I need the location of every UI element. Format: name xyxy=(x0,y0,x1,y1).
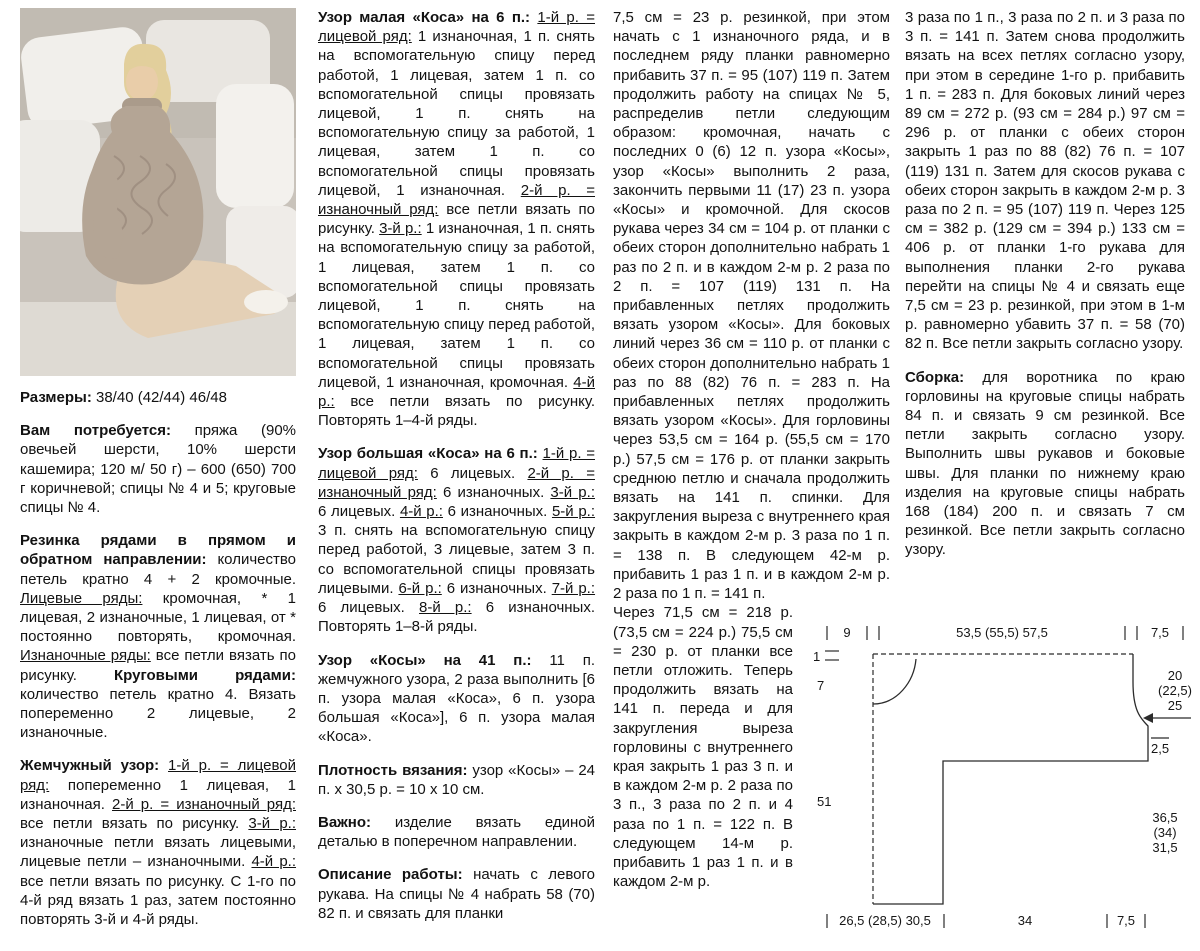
dim-side-1: 36,5 xyxy=(1152,810,1178,825)
column-4 xyxy=(905,8,1185,574)
dim-top-width: 53,5 (55,5) 57,5 xyxy=(956,625,1048,640)
schematic-diagram xyxy=(803,614,1197,948)
assembly-paragraph: Сборка: для воротника по краю горловины на круговые спицы набрать 84 п. и связать 9 см резинкой. Все петли закрыть согласно узору. Выполнить швы рукавов и боковые швы. Для планки по нижнему краю изделия на круговые спицы набрать 168 (184) 200 п. и связать 7 см резинкой. Все петли закрыть согласно узору. xyxy=(905,368,1185,559)
dim-cuff-2: (22,5) xyxy=(1158,683,1192,698)
sizes-paragraph: Размеры: 38/40 (42/44) 46/48 xyxy=(20,389,227,406)
instructions-paragraph-wide: 7,5 см = 23 р. резинкой, при этом начать с 1 изнаночного ряда, и в последнем ряду планки равномерно прибавить 37 п. = 95 (107) 119 п. Затем продолжить работу на спицах № 5, распределив петли следующим образом: кромочная, начать с последних 0 (6) 12 п. узора «Косы», узор «Косы» выполнить 2 раза, закончить первыми 11 (17) 23 п. узора «Косы» и кромочной. Для скосов рукава через 34 см = 104 р. от планки с обеих сторон дополнительно набрать 1 раз по 2 п. и в каждом 2-м р. 2 раза по 2 п. = 107 (119) 131 п. На прибавленных петлях продолжить вязать узором «Косы». Для боковых линий через 36 см = 110 р. от планки с обеих сторон дополнительно набрать 1 раз по 88 (82) 76 п. = 283 п. На прибавленных петлях продолжить вязать узором «Косы». Для горловины через 53,5 см = 164 р. (55,5 см = 170 р.) 57,5 см = 176 р. от планки закрыть среднюю петлю и сначала продолжить вязать на 141 п. спинки. Для закругления выреза с внутреннего края закрыть в каждом 2-м р. 3 раза по 1 п. = 138 п. В следующем 42-м р. прибавить 1 раз 1 п. и в каждом 2-м р. 2 раза по 1 п. = 141 п. xyxy=(613,9,890,603)
model-photo xyxy=(20,8,296,376)
pillow xyxy=(216,84,294,208)
rib-pattern-paragraph: Резинка рядами в прямом и обратном направлении: количество петель кратно 4 + 2 кромочные. Лицевые ряды: кромочная, * 1 лицевая, 2 изнаночные, 1 лицевая, от * постоянно повторять, кромочная. Изнаночные ряды: все петли вязать по рисунку. Круговыми рядами: количество петель кратно 4. Вязать попеременно 2 лицевые, 2 изнаночные. xyxy=(20,532,296,742)
dim-top-collar: 9 xyxy=(843,625,851,640)
dim-neck-front: 7 xyxy=(817,678,825,693)
important-paragraph: Важно: изделие вязать единой деталью в поперечном направлении. xyxy=(318,813,595,851)
seed-stitch-paragraph: Жемчужный узор: 1-й р. = лицевой ряд: попеременно 1 лицевая, 1 изнаночная. 2-й р. = изнаночный ряд: все петли вязать по рисунку. 3-й р.: изнаночные петли вязать лицевыми, лицевые петли – изнаночными. 4-й р.: все петли вязать по рисунку. С 1-го по 4-й ряд вязать 1 раз, затем постоянно повторять 3-й и 4-й ряды. xyxy=(20,757,297,929)
instructions-start-paragraph: Описание работы: начать с левого рукава. На спицы № 4 набрать 58 (70) 82 п. и связать для планки xyxy=(318,866,595,922)
dim-cuff-3: 25 xyxy=(1167,698,1183,713)
small-cable-paragraph: Узор малая «Коса» на 6 п.: 1-й р. = лицевой ряд: 1 изнаночная, 1 п. снять на вспомогательную спицу перед работой, 1 лицевая, затем 1 п. со вспомогательной спицы провязать лицевой, 1 п. снять на вспомогательную спицу за работой, 1 лицевая, затем 1 п. со вспомогательной спицы провязать лицевой, 1 изнаночная. 2-й р. = изнаночный ряд: все петли вязать по рисунку. 3-й р.: 1 изнаночная, 1 п. снять на вспомогательную спицу за работой, 1 лицевая, затем 1 п. со вспомогательной спицы провязать лицевой, 1 п. снять на вспомогательную спицу перед работой, 1 лицевая, затем 1 п. со вспомогательной спицы провязать лицевой, 1 изнаночная, кромочная. 4-й р.: все петли вязать по рисунку. Повторять 1–4-й ряды. xyxy=(318,9,596,430)
dim-body-length: 51 xyxy=(817,794,832,809)
cables-pattern-paragraph: Узор «Косы» на 41 п.: 11 п. жемчужного узора, 2 раза выполнить [6 п. узора малая «Коса», 6 п. узора большая «Коса»], 6 п. узора малая «Коса». xyxy=(318,651,595,746)
dim-slope: 2,5 xyxy=(1151,741,1170,756)
garment-outline xyxy=(873,654,1148,904)
dim-cuff-1: 20 xyxy=(1167,668,1183,683)
dim-side-2: (34) xyxy=(1153,825,1177,840)
column-1 xyxy=(20,8,296,943)
gauge-paragraph: Плотность вязания: узор «Косы» – 24 п. х 30,5 р. = 10 х 10 см. xyxy=(318,761,595,798)
dim-top-cuff: 7,5 xyxy=(1150,625,1170,640)
model-photo-illustration xyxy=(20,8,296,376)
sock xyxy=(244,290,288,314)
dim-bottom-cuff: 7,5 xyxy=(1116,913,1136,928)
big-cable-paragraph: Узор большая «Коса» на 6 п.: 1-й р. = лицевой ряд: 6 лицевых. 2-й р. = изнаночный ряд: 6 изнаночных. 3-й р.: 6 лицевых. 4-й р.: 6 изнаночных. 5-й р.: 3 п. снять на вспомогательную спицу перед работой, 3 лицевые, затем 3 п. со вспомогательной спицы провязать лицевыми. 6-й р.: 6 изнаночных. 7-й р.: 6 лицевых. 8-й р.: 6 изнаночных. Повторять 1–8-й ряды. xyxy=(318,445,596,636)
dim-neck-back: 1 xyxy=(813,649,821,664)
instructions-paragraph-narrow: Через 71,5 см = 218 р. (73,5 см = 224 р.) 75,5 см = 230 р. от планки все петли отложить. Теперь продолжить вязать на 141 п. переда и для закругления выреза горловины с внутреннего края закрыть 1 раз 3 п. и в каждом 2-м р. 2 раза по 3 п., 3 раза по 2 п. и 4 раза по 1 п. = 122 п. В следующем 14-м р. прибавить 1 раз 1 п. и в каждом 2-м р. xyxy=(613,604,793,891)
dim-side-3: 31,5 xyxy=(1152,840,1178,855)
instructions-end-paragraph: 3 раза по 1 п., 3 раза по 2 п. и 3 раза по 3 п. = 141 п. Затем снова продолжить вязать на всех петлях согласно узору, при этом в середине 1-го р. прибавить 1 п. = 283 п. Для боковых линий через 89 см = 272 р. (93 см = 284 р.) 97 см = 296 р. от планки с обеих сторон закрыть 1 раз по 88 (82) 76 п. = 107 (119) 131 п. Затем для скосов рукава с обеих сторон закрыть в каждом 2-м р. 3 раза по 2 п. = 95 (107) 119 п. Через 125 см = 382 р. (129 см = 394 р.) 133 см = 406 р. от планки 1-го рукава для выполнения планки 2-го рукава перейти на спицы № 4 и связать еще 7,5 см = 23 р. резинкой, при этом в 1-м р. равномерно убавить 37 п. = 58 (70) 82 п. Все петли закрыть согласно узору. xyxy=(905,9,1185,353)
dim-bottom-sleeve: 34 xyxy=(1017,913,1033,928)
dim-bottom-hem: 26,5 (28,5) 30,5 xyxy=(839,913,931,928)
neckline-curve xyxy=(873,659,916,704)
materials-paragraph: Вам потребуется: пряжа (90% овечьей шерсти, 10% шерсти кашемира; 120 м/ 50 г) – 600 (650) 700 г коричневой; спицы № 4 и 5; круговые спицы № 4. xyxy=(20,422,296,517)
column-2 xyxy=(318,8,595,937)
